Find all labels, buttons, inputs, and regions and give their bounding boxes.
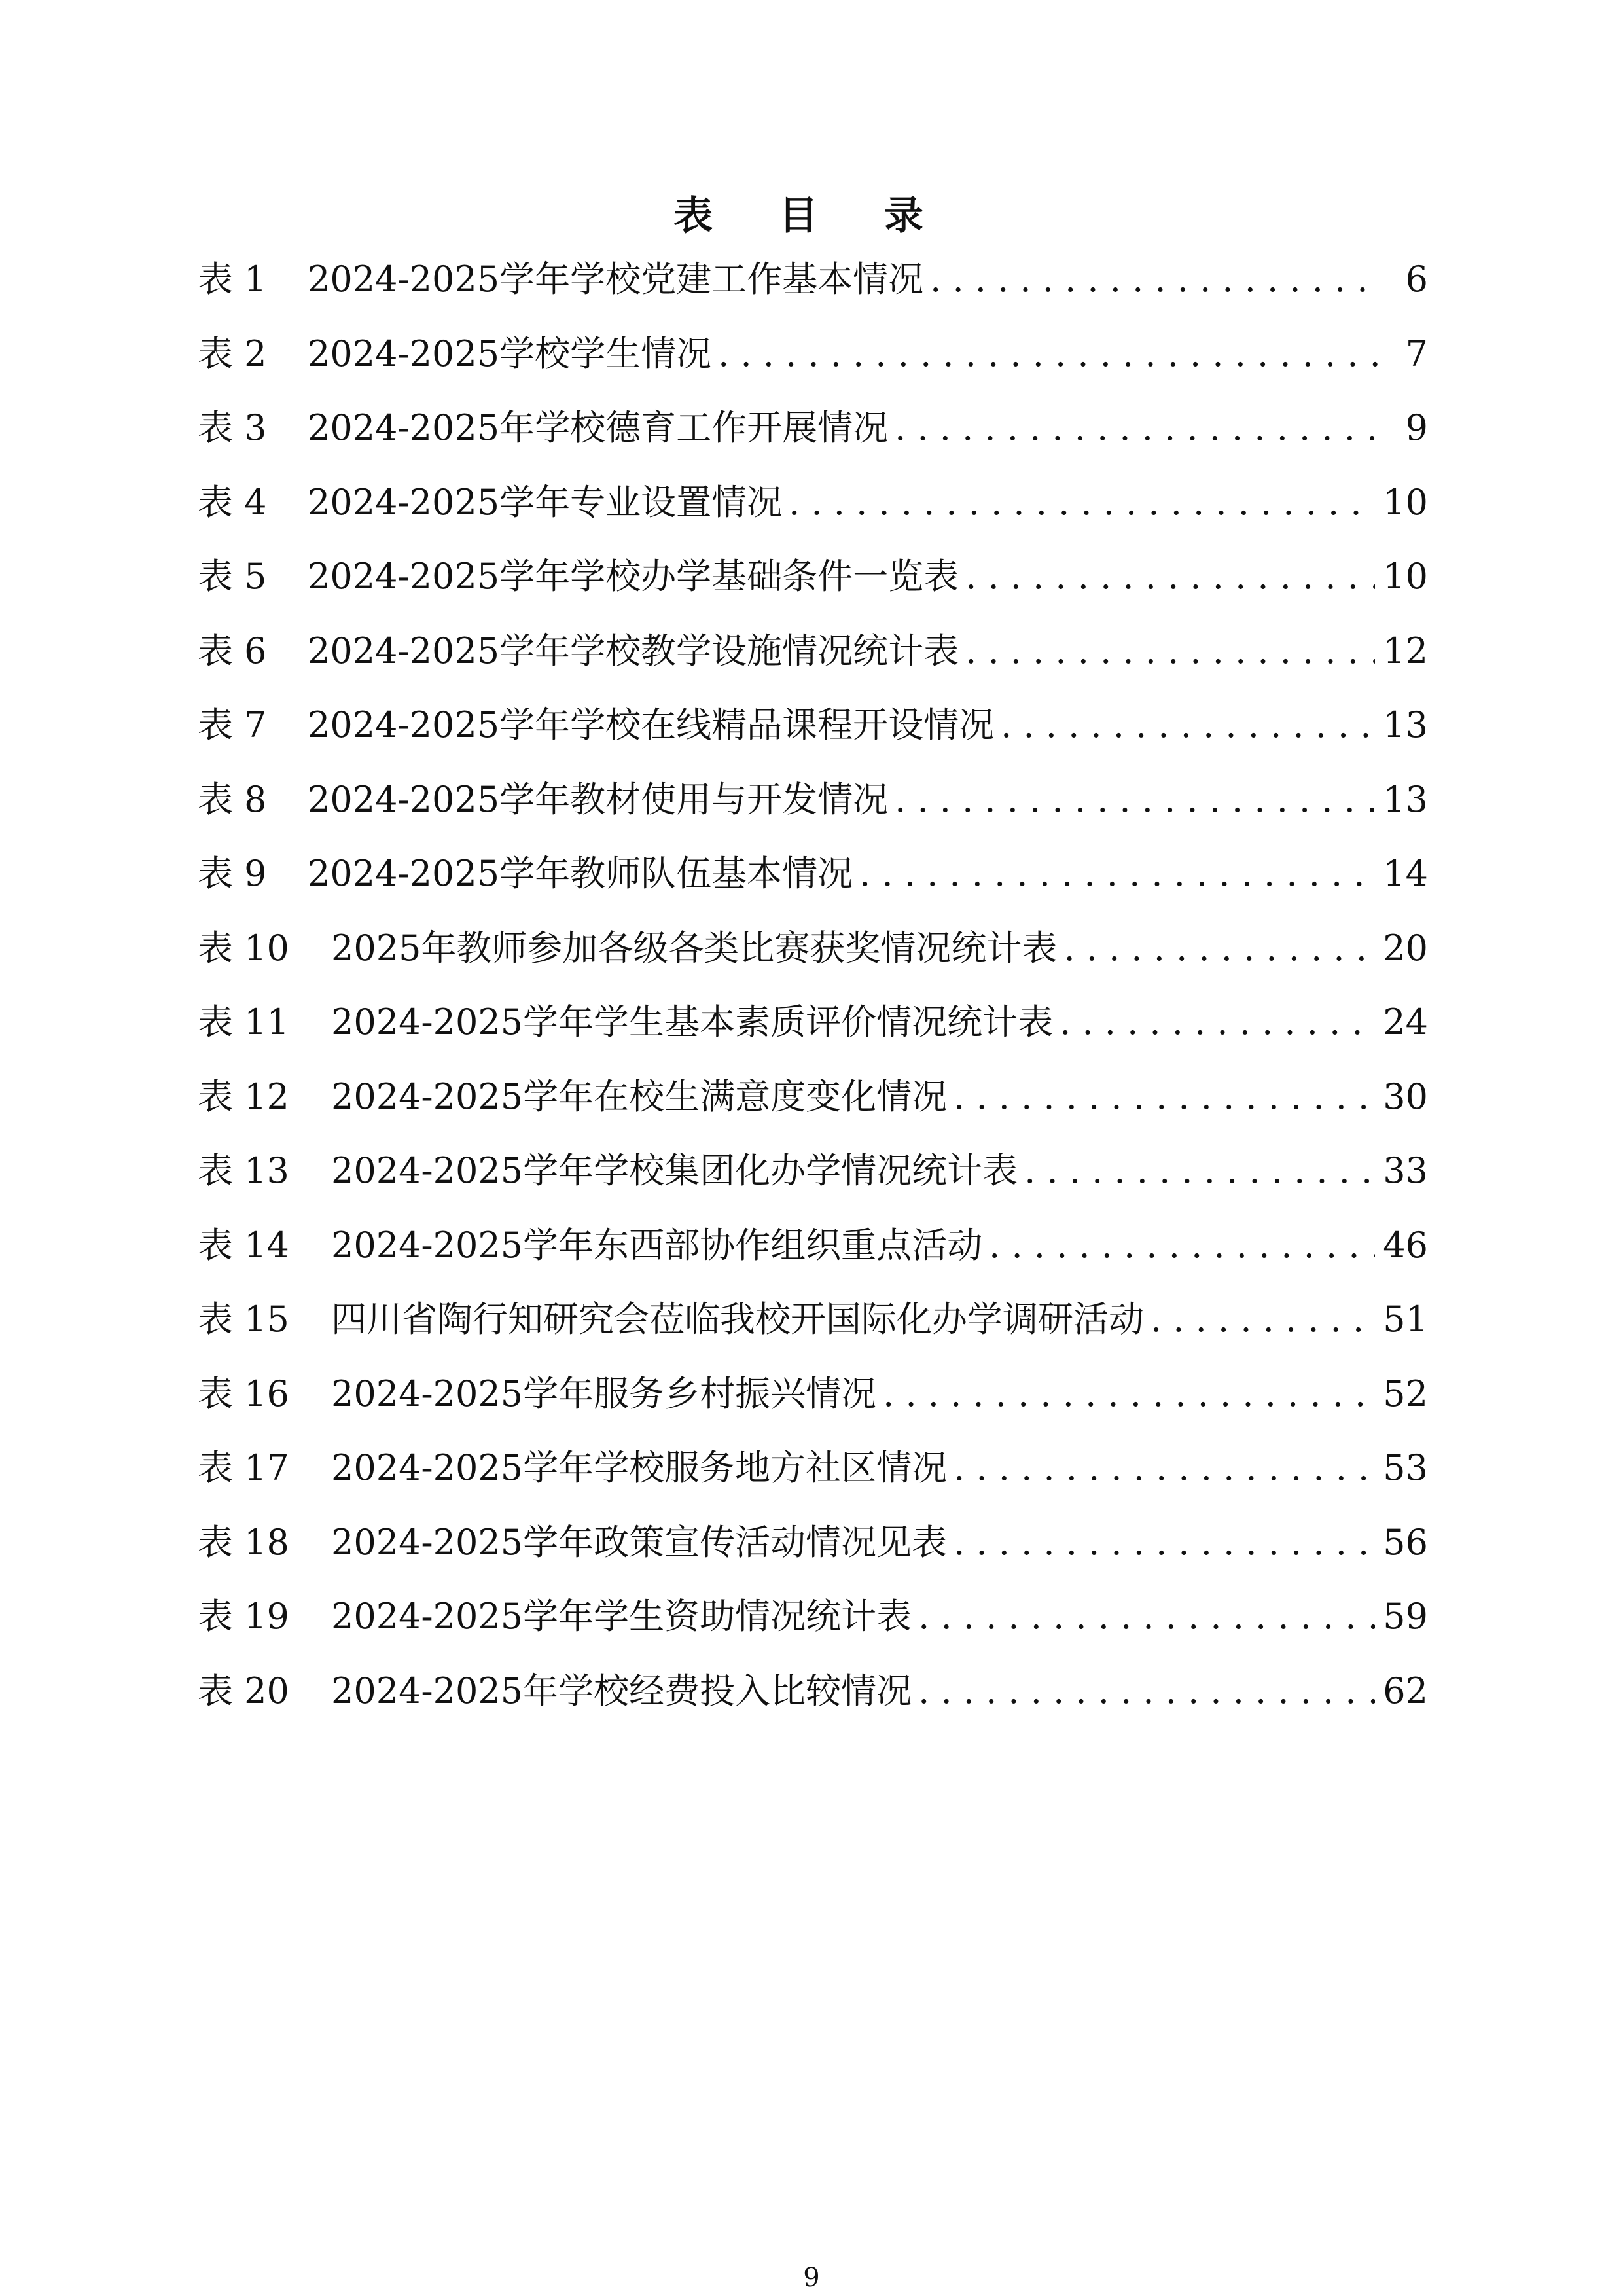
toc-entry-label: 表 20 [198,1670,289,1712]
toc-entry[interactable] [198,242,1428,317]
toc-entry[interactable] [198,762,1428,837]
toc-entry-label: 表 9 [198,853,267,894]
table-of-contents [198,242,1428,1728]
dot-leader [982,1208,1375,1283]
toc-entry-title: 2024-2025学年学生资助情况统计表 [331,1596,912,1637]
toc-entry-label: 表 1 [198,259,267,300]
toc-entry-label: 表 16 [198,1372,289,1414]
page-title: 表 目 录 [673,193,950,239]
toc-entry-title: 2024-2025学年学生基本素质评价情况统计表 [331,1001,1054,1043]
toc-entry-page: 20 [1383,927,1428,969]
toc-entry[interactable] [198,985,1428,1060]
toc-entry-page: 59 [1383,1596,1428,1637]
toc-entry-title: 2024-2025学年东西部协作组织重点活动 [331,1224,983,1266]
toc-entry-page: 62 [1383,1670,1428,1712]
toc-entry-title: 2024-2025学年服务乡村振兴情况 [331,1372,877,1414]
dot-leader [947,1505,1375,1580]
toc-entry-title: 2024-2025学年学校在线精品课程开设情况 [308,704,995,745]
toc-entry-label: 表 17 [198,1447,289,1488]
dot-leader [923,242,1380,317]
toc-entry[interactable] [198,614,1428,689]
toc-entry-title: 2024-2025学年学校办学基础条件一览表 [308,556,959,597]
toc-entry[interactable] [198,1579,1428,1654]
toc-entry-page: 13 [1383,704,1428,745]
dot-leader [1053,985,1375,1060]
toc-entry[interactable] [198,539,1428,614]
toc-entry-label: 表 3 [198,407,267,448]
toc-entry-label: 表 18 [198,1521,289,1563]
toc-entry-page: 33 [1383,1150,1428,1191]
toc-entry-title: 2024-2025学年在校生满意度变化情况 [331,1075,948,1117]
toc-entry[interactable] [198,1431,1428,1505]
toc-entry-title: 2024-2025年学校德育工作开展情况 [308,407,889,448]
toc-entry[interactable] [198,465,1428,540]
toc-entry-page: 53 [1383,1447,1428,1488]
toc-entry-title: 2024-2025学年学校集团化办学情况统计表 [331,1150,1018,1191]
toc-entry-label: 表 14 [198,1224,289,1266]
toc-entry-title: 2024-2025学年教师队伍基本情况 [308,853,853,894]
toc-entry-label: 表 13 [198,1150,289,1191]
toc-entry-title: 2024-2025学年学校教学设施情况统计表 [308,630,959,672]
dot-leader [711,317,1380,391]
toc-entry-page: 52 [1383,1372,1428,1414]
toc-entry-label: 表 10 [198,927,289,969]
toc-entry-page: 24 [1383,1001,1428,1043]
toc-entry-label: 表 6 [198,630,267,672]
toc-entry-title: 2024-2025学年专业设置情况 [308,481,783,523]
toc-entry[interactable] [198,688,1428,762]
toc-entry-label: 表 15 [198,1299,289,1340]
dot-leader [947,1060,1375,1134]
dot-leader [1144,1282,1375,1357]
toc-entry-title: 2024-2025学年学校党建工作基本情况 [308,259,924,300]
dot-leader [782,465,1375,540]
toc-entry-page: 10 [1383,556,1428,597]
toc-entry-title: 2025年教师参加各级各类比赛获奖情况统计表 [331,927,1058,969]
toc-entry-page: 13 [1383,778,1428,820]
toc-entry-label: 表 2 [198,332,267,374]
toc-entry[interactable] [198,911,1428,986]
dot-leader [959,539,1375,614]
dot-leader [959,614,1375,689]
toc-entry-label: 表 7 [198,704,267,745]
toc-entry-page: 12 [1383,630,1428,672]
toc-entry[interactable] [198,1357,1428,1431]
dot-leader [888,391,1380,465]
toc-entry-page: 6 [1405,259,1428,300]
toc-entry[interactable] [198,317,1428,391]
toc-entry-title: 四川省陶行知研究会莅临我校开国际化办学调研活动 [331,1299,1144,1340]
toc-entry-label: 表 4 [198,481,267,523]
dot-leader [876,1357,1375,1431]
dot-leader [912,1579,1375,1654]
toc-entry[interactable] [198,1060,1428,1134]
dot-leader [994,688,1375,762]
toc-entry-page: 10 [1383,481,1428,523]
toc-entry-title: 2024-2025学年学校服务地方社区情况 [331,1447,948,1488]
toc-entry[interactable] [198,1134,1428,1208]
toc-entry[interactable] [198,1654,1428,1729]
toc-entry-label: 表 12 [198,1075,289,1117]
dot-leader [1018,1134,1375,1208]
dot-leader [1057,911,1375,986]
toc-entry-title: 2024-2025学年政策宣传活动情况见表 [331,1521,948,1563]
toc-entry-title: 2024-2025年学校经费投入比较情况 [331,1670,912,1712]
dot-leader [947,1431,1375,1505]
toc-entry[interactable] [198,1282,1428,1357]
toc-entry-title: 2024-2025学年教材使用与开发情况 [308,778,889,820]
toc-entry[interactable] [198,391,1428,465]
toc-entry-page: 30 [1383,1075,1428,1117]
toc-entry-title: 2024-2025学校学生情况 [308,332,712,374]
toc-entry-label: 表 5 [198,556,267,597]
dot-leader [888,762,1375,837]
toc-entry-page: 14 [1383,853,1428,894]
toc-entry-label: 表 19 [198,1596,289,1637]
toc-entry-label: 表 8 [198,778,267,820]
toc-entry-page: 7 [1405,332,1428,374]
toc-entry-label: 表 11 [198,1001,289,1043]
toc-entry-page: 9 [1405,407,1428,448]
toc-entry[interactable] [198,1505,1428,1580]
toc-entry-page: 51 [1383,1299,1428,1340]
page-number: 9 [803,2263,820,2293]
toc-entry-page: 46 [1383,1224,1428,1266]
toc-entry[interactable] [198,836,1428,911]
dot-leader [912,1654,1375,1729]
toc-entry[interactable] [198,1208,1428,1283]
toc-entry-page: 56 [1383,1521,1428,1563]
dot-leader [853,836,1375,911]
